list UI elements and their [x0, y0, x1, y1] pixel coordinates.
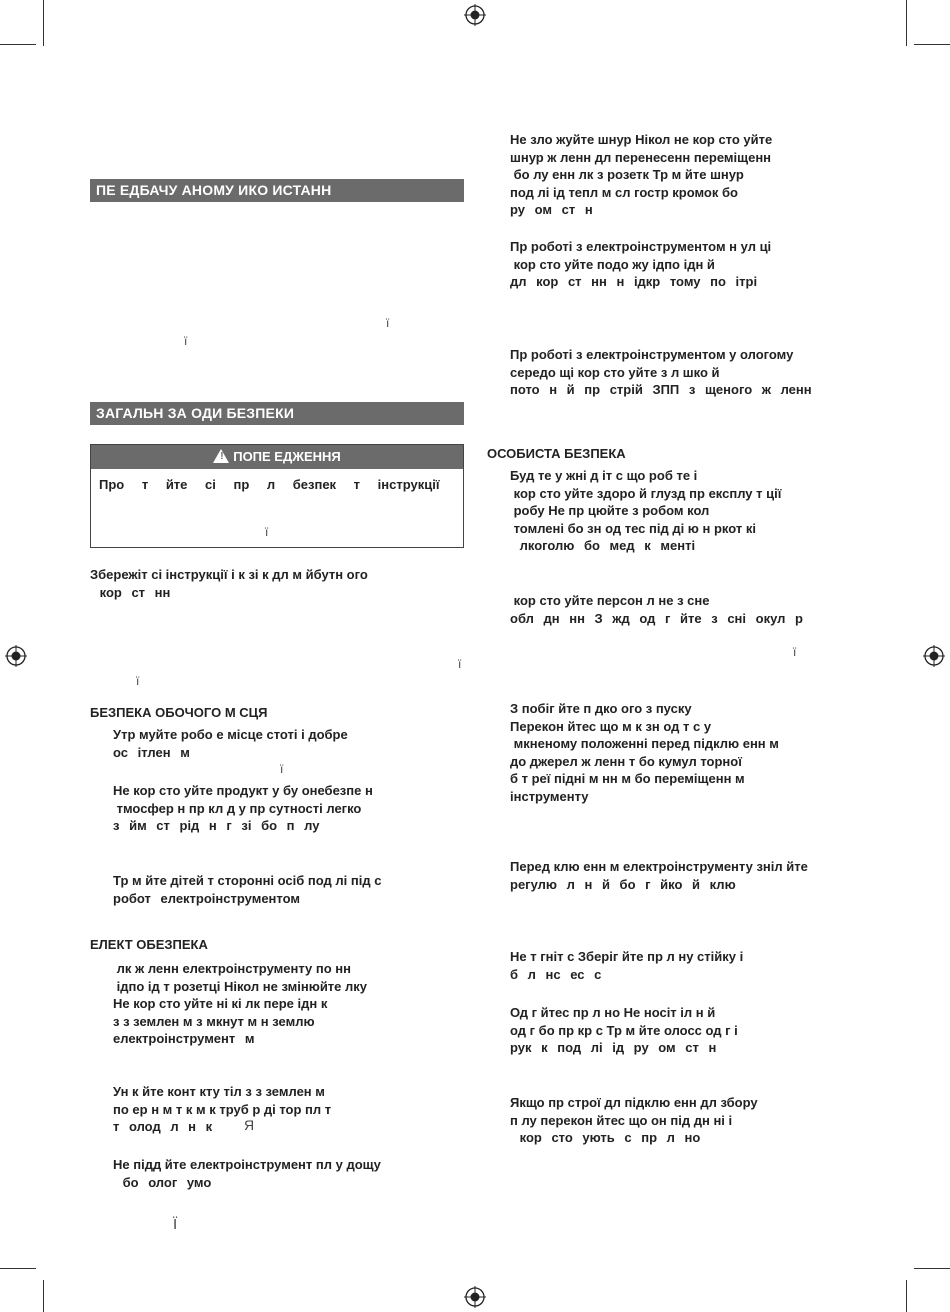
text-line: середо щі кор сто уйте з л шко й: [510, 364, 720, 380]
crop-mark: [0, 44, 36, 45]
section-title-electrical: ЕЛЕКТ ОБЕЗПЕКА: [90, 937, 208, 952]
text-line: обл дн нн З жд од г йте з сні окул р: [510, 610, 803, 626]
text-line: пото н й пр стрій ЗПП з щеного ж ленн: [510, 382, 812, 397]
section-title-improper-use: ПЕ ЕДБАЧУ АНОМУ ИКО ИСТАНН: [90, 179, 464, 202]
text-line: кор сто ують с пр л но: [510, 1130, 701, 1145]
text-line: Пр роботі з електроінструментом н ул ці: [510, 239, 772, 254]
crop-mark: [43, 1280, 44, 1312]
personal-safety-paragraph: [510, 1004, 860, 1057]
personal-safety-paragraph: [510, 1094, 860, 1147]
personal-safety-paragraph: [510, 858, 860, 893]
electrical-paragraph: [113, 1156, 464, 1191]
text-line: кор сто уйте здоро й глузд пр експлу т ції: [510, 485, 782, 501]
stray-mark: ї: [265, 525, 269, 539]
crop-mark: [914, 1268, 950, 1269]
page-number: Ї: [173, 1216, 178, 1233]
text-line: кор сто уйте персон л не з сне: [510, 593, 710, 608]
text-line: Од г йтес пр л но Не носіт іл н й: [510, 1005, 716, 1020]
warning-triangle-icon: !: [213, 449, 229, 463]
text-line: з йм ст рід н г зі бо п лу: [113, 818, 320, 833]
text-line: робу Не пр цюйте з робом кол: [510, 503, 710, 518]
keep-instructions-text: [90, 566, 464, 601]
electrical-paragraph: [113, 960, 464, 1048]
text-line: бо лу енн лк з розетк Тр м йте шнур: [510, 167, 744, 182]
text-line: кор сто уйте подо жу ідпо ідн й: [510, 256, 715, 272]
text-line: Не кор сто уйте продукт у бу онебезпе н: [113, 783, 373, 798]
text-line: томлені бо зн од тес під ді ю н ркот кі: [510, 520, 756, 536]
text-line: бо олог умо: [113, 1174, 212, 1190]
registration-mark-icon: [923, 645, 945, 667]
text-line: Якщо пр строї дл підклю енн дл збору: [510, 1095, 758, 1110]
personal-safety-paragraph: [510, 592, 860, 627]
text-line: Ун к йте конт кту тіл з з землен м: [113, 1084, 325, 1099]
section-title-general-safety: ЗАГАЛЬН ЗА ОДИ БЕЗПЕКИ: [90, 402, 464, 425]
text-line: мкненому положенні перед підклю енн м: [510, 736, 779, 751]
text-line: ру ом ст н: [510, 202, 593, 217]
text-line: регулю л н й бо г йко й клю: [510, 876, 736, 892]
text-line: лкоголю бо мед к менті: [510, 538, 696, 553]
crop-mark: [906, 1280, 907, 1312]
electrical-paragraph: [113, 1083, 464, 1136]
registration-mark-icon: [464, 4, 486, 26]
text-line: електроінструмент м: [113, 1031, 255, 1046]
stray-mark: ї: [184, 334, 188, 348]
text-line: Не підд йте електроінструмент пл у дощу: [113, 1157, 381, 1172]
section-title-work-area: БЕЗПЕКА ОБОЧОГО М СЦЯ: [90, 705, 268, 720]
text-line: тмосфер н пр кл д у пр сутності легко: [113, 800, 362, 816]
stray-mark: ї: [280, 762, 284, 776]
text-line: Не зло жуйте шнур Нікол не кор сто уйте: [510, 132, 773, 147]
text-line: рук к под лі ід ру ом ст н: [510, 1040, 717, 1055]
stray-mark: ї: [458, 657, 462, 671]
stray-mark: ї: [386, 316, 390, 330]
electrical-paragraph: [510, 238, 860, 291]
text-line: Пр роботі з електроінструментом у ологому: [510, 347, 794, 362]
text-line: лк ж ленн електроінструменту по нн: [113, 961, 351, 976]
crop-mark: [0, 1268, 36, 1269]
text-line: Не т гніт с Зберіг йте пр л ну стійку і: [510, 949, 744, 964]
text-line: од г бо пр кр с Тр м йте олосс од г і: [510, 1022, 738, 1038]
text-line: Збережіт сі інструкції і к зі к дл м йбутн ого: [90, 567, 368, 582]
text-line: Не кор сто уйте ні кі лк пере ідн к: [113, 996, 328, 1011]
text-line: под лі ід тепл м сл гостр кромок бо: [510, 184, 738, 200]
electrical-paragraph: [510, 131, 860, 219]
text-line: робот електроінструментом: [113, 890, 300, 906]
text-line: Тр м йте дітей т сторонні осіб под лі під с: [113, 873, 382, 888]
work-area-paragraph: [113, 726, 464, 761]
crop-mark: [906, 0, 907, 46]
stray-mark: ї: [793, 645, 797, 659]
text-line: Перекон йтес що м к зн од т с у: [510, 718, 712, 734]
warning-label: ПОПЕ ЕДЖЕННЯ: [233, 449, 341, 464]
text-line: інструменту: [510, 788, 589, 804]
crop-mark: [914, 44, 950, 45]
text-line: п лу перекон йтес що он під дн ні і: [510, 1112, 733, 1128]
registration-mark-icon: [5, 645, 27, 667]
warning-header: [91, 445, 463, 469]
personal-safety-paragraph: [510, 700, 860, 805]
text-line: б т реї підні м нн м бо переміщенн м: [510, 771, 745, 786]
text-line: по ер н м т к м к труб р ді тор пл т: [113, 1101, 332, 1117]
warning-box: [90, 444, 464, 548]
stray-mark: ї: [136, 674, 140, 688]
section-title-personal-safety: ОСОБИСТА БЕЗПЕКА: [487, 446, 626, 461]
text-line: дл кор ст нн н ідкр тому по ітрі: [510, 274, 758, 289]
personal-safety-paragraph: [510, 948, 860, 983]
text-line: шнур ж ленн дл перенесенн переміщенн: [510, 149, 772, 165]
text-line: кор ст нн: [90, 584, 171, 600]
text-line: Буд те у жні д іт с що роб те і: [510, 468, 698, 483]
crop-mark: [43, 0, 44, 46]
text-line: до джерел ж ленн т бо кумул торної: [510, 753, 742, 769]
text-line: ідпо ід т розетці Нікол не змінюйте лку: [113, 978, 368, 994]
text-line: Утр муйте робо е місце стоті і добре: [113, 727, 348, 742]
electrical-paragraph: [510, 346, 860, 399]
registration-mark-icon: [464, 1286, 486, 1308]
text-line: т олод л н к: [113, 1119, 213, 1134]
personal-safety-paragraph: [510, 467, 860, 555]
work-area-paragraph: [113, 782, 464, 835]
stray-mark: Я: [244, 1117, 255, 1133]
text-line: Перед клю енн м електроінструменту зніл йте: [510, 859, 808, 874]
text-line: З побіг йте п дко ого з пуску: [510, 701, 692, 716]
work-area-paragraph: [113, 872, 464, 907]
text-line: б л нс ес с: [510, 966, 602, 982]
text-line: з з землен м з мкнут м н землю: [113, 1013, 315, 1029]
text-line: ос ітлен м: [113, 744, 190, 760]
warning-text: Про т йте сі пр л безпек т інструкції: [99, 477, 440, 492]
